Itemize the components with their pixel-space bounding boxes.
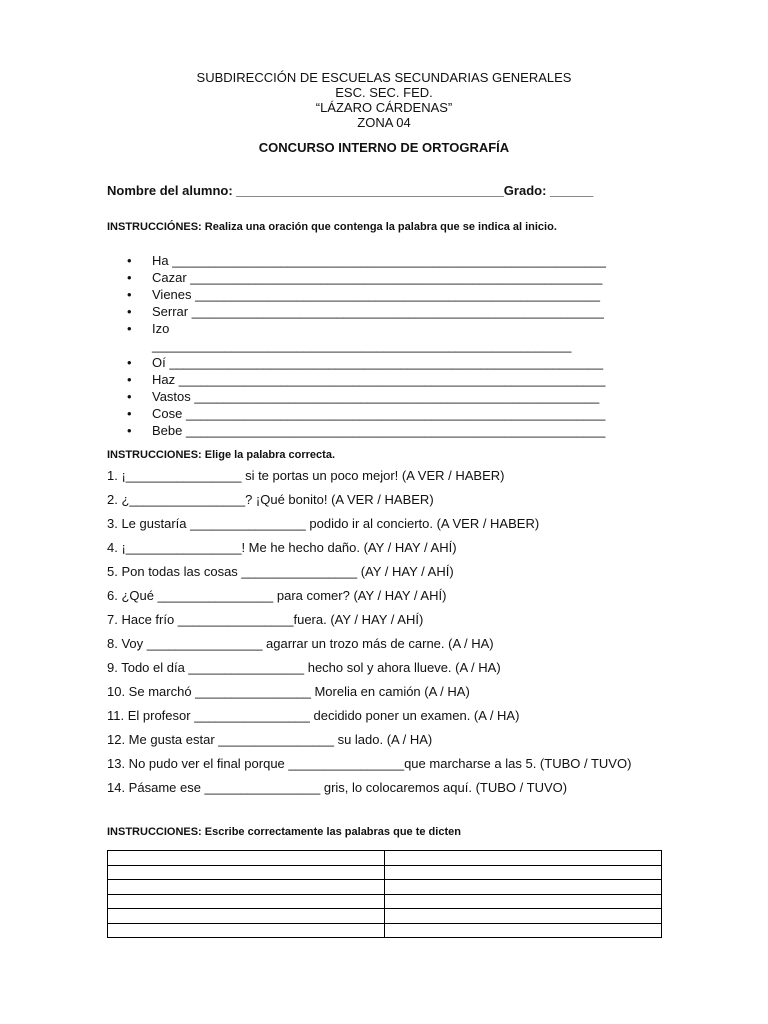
table-row — [108, 851, 662, 866]
list-item: • Serrar _________________________________________________________ — [127, 304, 604, 319]
bullet-icon: • — [127, 321, 132, 336]
question-item: 4. ¡________________! Me he hecho daño. (AY / HAY / AHÍ) — [107, 540, 457, 555]
sentence-word-list — [107, 252, 667, 439]
answer-cell — [108, 851, 385, 866]
section1-instructions: INSTRUCCIÓNES: Realiza una oración que contenga la palabra que se indica al inicio. — [107, 221, 557, 233]
question-item: 14. Pásame ese ________________ gris, lo colocaremos aquí. (TUBO / TUVO) — [107, 780, 568, 795]
answer-cell — [385, 909, 662, 924]
list-item: • Vienes ________________________________________________________ — [127, 287, 601, 302]
answer-cell — [108, 865, 385, 880]
list-item: • Haz ___________________________________________________________ — [127, 372, 606, 387]
section2-instructions: INSTRUCCIONES: Elige la palabra correcta. — [107, 449, 336, 461]
bullet-icon: • — [127, 287, 132, 302]
dictation-answer-table — [107, 850, 662, 938]
answer-cell — [385, 894, 662, 909]
bullet-icon: • — [127, 389, 132, 404]
choose-word-questions — [107, 468, 661, 804]
header-line-school: ESC. SEC. FED. — [335, 85, 433, 100]
bullet-icon: • — [127, 304, 132, 319]
question-item: 2. ¿________________? ¡Qué bonito! (A VER / HABER) — [107, 492, 434, 507]
table-row — [108, 923, 662, 938]
list-item: • Vastos ________________________________________________________ — [127, 389, 600, 404]
bullet-icon: • — [127, 270, 132, 285]
question-item: 12. Me gusta estar ________________ su lado. (A / HA) — [107, 732, 433, 747]
table-row — [108, 880, 662, 895]
bullet-icon: • — [127, 253, 132, 268]
answer-blank: __________________________________________________________ — [152, 338, 572, 353]
answer-cell — [108, 923, 385, 938]
table-row — [108, 909, 662, 924]
table-row — [108, 894, 662, 909]
question-item: 10. Se marchó ________________ Morelia en camión (A / HA) — [107, 684, 470, 699]
header-line-subdireccion: SUBDIRECCIÓN DE ESCUELAS SECUNDARIAS GENERALES — [196, 70, 572, 85]
header-line-zone: ZONA 04 — [357, 115, 411, 130]
header-line-school-name: “LÁZARO CÁRDENAS” — [315, 100, 453, 115]
contest-title: CONCURSO INTERNO DE ORTOGRAFÍA — [258, 140, 510, 155]
list-item: • Bebe __________________________________________________________ — [127, 423, 606, 438]
question-item: 1. ¡________________ si te portas un poco mejor! (A VER / HABER) — [107, 468, 505, 483]
answer-cell — [385, 880, 662, 895]
question-item: 7. Hace frío ________________fuera. (AY / HAY / AHÍ) — [107, 612, 424, 627]
bullet-icon: • — [127, 355, 132, 370]
section3-instructions: INSTRUCCIONES: Escribe correctamente las palabras que te dicten — [107, 826, 461, 838]
answer-cell — [385, 851, 662, 866]
list-item: • Cose __________________________________________________________ — [127, 406, 606, 421]
question-item: 9. Todo el día ________________ hecho sol y ahora llueve. (A / HA) — [107, 660, 501, 675]
answer-cell — [385, 923, 662, 938]
document-header — [0, 70, 768, 130]
answer-cell — [108, 894, 385, 909]
question-item: 6. ¿Qué ________________ para comer? (AY / HAY / AHÍ) — [107, 588, 447, 603]
table-row — [108, 865, 662, 880]
list-item: • Cazar _________________________________________________________ — [127, 270, 603, 285]
student-name-grade-line: Nombre del alumno: _____________________________________Grado: ______ — [107, 183, 594, 198]
bullet-icon: • — [127, 423, 132, 438]
question-item: 8. Voy ________________ agarrar un trozo más de carne. (A / HA) — [107, 636, 494, 651]
bullet-icon: • — [127, 372, 132, 387]
answer-cell — [108, 909, 385, 924]
question-item: 11. El profesor ________________ decidido poner un examen. (A / HA) — [107, 708, 520, 723]
list-item: • Izo __________________________________________________________ — [107, 320, 667, 354]
question-item: 5. Pon todas las cosas ________________ (AY / HAY / AHÍ) — [107, 564, 454, 579]
question-item: 3. Le gustaría ________________ podido ir al concierto. (A VER / HABER) — [107, 516, 540, 531]
list-item: • Ha ____________________________________________________________ — [127, 253, 607, 268]
answer-cell — [108, 880, 385, 895]
list-item: • Oí ____________________________________________________________ — [127, 355, 604, 370]
question-item: 13. No pudo ver el final porque ________________que marcharse a las 5. (TUBO / TUVO) — [107, 756, 632, 771]
answer-cell — [385, 865, 662, 880]
bullet-icon: • — [127, 406, 132, 421]
